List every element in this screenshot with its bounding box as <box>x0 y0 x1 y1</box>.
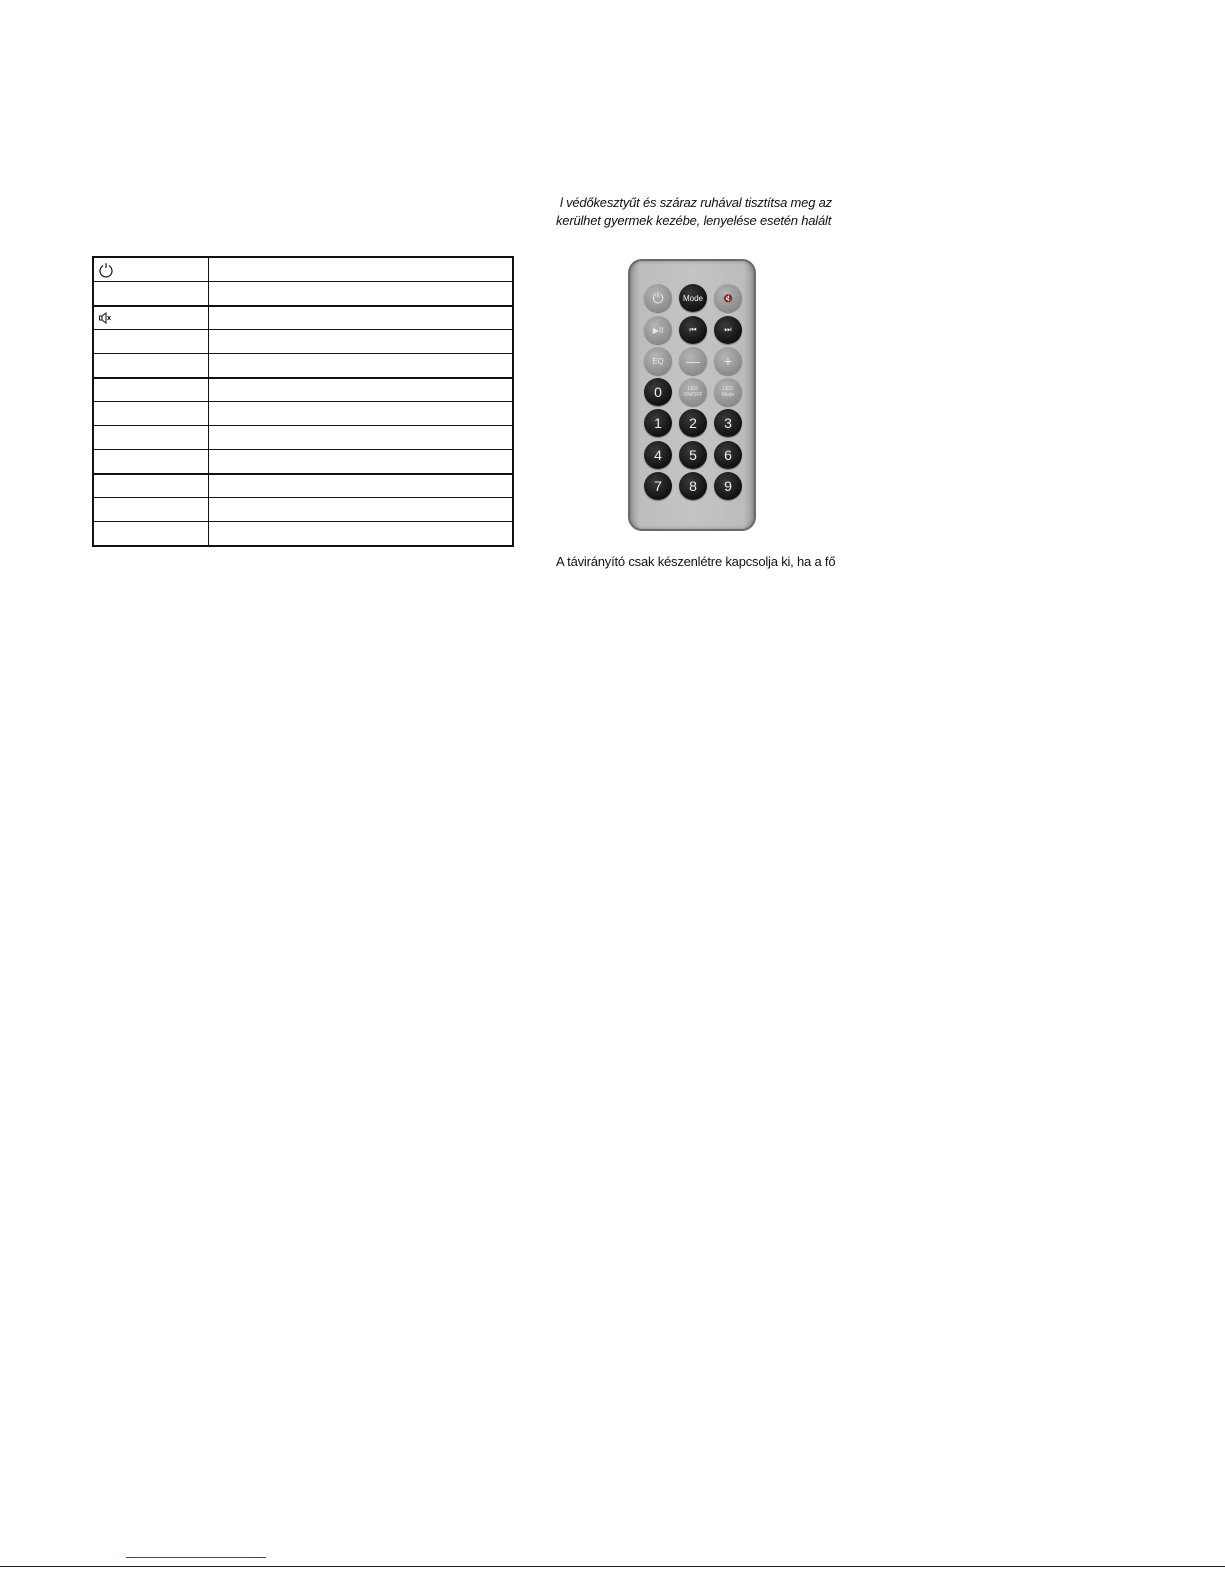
remote-mode-button: Mode <box>679 284 707 312</box>
remote-plus-button: + <box>714 347 742 375</box>
remote-led-onoff-button <box>679 378 707 406</box>
remote-eight-button: 8 <box>679 472 707 500</box>
remote-four-button: 4 <box>644 441 672 469</box>
table-cell-value <box>209 330 512 353</box>
table-cell-key <box>94 330 209 353</box>
table-cell-value <box>209 450 512 473</box>
mute-icon <box>98 311 112 325</box>
led-mode-top-label: LED <box>723 386 733 392</box>
remote-five-button: 5 <box>679 441 707 469</box>
table-cell-value <box>209 282 512 305</box>
remote-led-mode-button <box>714 378 742 406</box>
table-cell-value <box>209 402 512 425</box>
remote-eq-button: EQ <box>644 347 672 375</box>
remote-nine-button: 9 <box>714 472 742 500</box>
table-row <box>94 353 512 377</box>
remote-control-image <box>628 259 756 531</box>
remote-prev-button: ⏮ <box>679 316 707 344</box>
table-cell-key <box>94 450 209 473</box>
table-cell-key <box>94 522 209 545</box>
table-row <box>94 425 512 449</box>
table-cell-value <box>209 258 512 281</box>
table-cell-key <box>94 258 209 281</box>
table-cell-key <box>94 475 209 497</box>
table-row <box>94 497 512 521</box>
remote-seven-button: 7 <box>644 472 672 500</box>
table-cell-key <box>94 282 209 305</box>
footer-divider <box>0 1566 1225 1567</box>
remote-next-button: ⏭ <box>714 316 742 344</box>
table-row <box>94 473 512 497</box>
power-icon <box>98 262 114 278</box>
remote-caption: A távirányító csak készenlétre kapcsolja ki, ha a fő <box>556 554 836 569</box>
table-row <box>94 449 512 473</box>
table-cell-value <box>209 426 512 449</box>
table-row <box>94 258 512 281</box>
table-cell-value <box>209 307 512 329</box>
warning-text-line-1: l védőkesztyűt és száraz ruhával tisztítsa meg az <box>560 195 832 210</box>
led-mode-bottom-label: Mode <box>721 392 735 398</box>
remote-two-button: 2 <box>679 409 707 437</box>
table-cell-key <box>94 307 209 329</box>
function-table <box>92 256 514 547</box>
table-row <box>94 329 512 353</box>
remote-power-button: ⏻ <box>644 284 672 312</box>
footer-link-underline[interactable] <box>126 1557 266 1558</box>
table-cell-key <box>94 426 209 449</box>
table-cell-value <box>209 475 512 497</box>
remote-zero-button: 0 <box>644 378 672 406</box>
remote-minus-button: — <box>679 347 707 375</box>
table-cell-key <box>94 402 209 425</box>
remote-three-button: 3 <box>714 409 742 437</box>
remote-play-pause-button: ▶II <box>644 316 672 344</box>
warning-text-line-2: kerülhet gyermek kezébe, lenyelése esetén halált <box>556 213 832 228</box>
table-cell-value <box>209 354 512 377</box>
table-row <box>94 281 512 305</box>
table-cell-value <box>209 522 512 545</box>
remote-six-button: 6 <box>714 441 742 469</box>
table-cell-key <box>94 498 209 521</box>
table-row <box>94 305 512 329</box>
led-onoff-top-label: LED <box>688 386 698 392</box>
remote-one-button: 1 <box>644 409 672 437</box>
table-row <box>94 377 512 401</box>
led-onoff-bottom-label: ON/OFF <box>683 392 703 398</box>
table-row <box>94 401 512 425</box>
table-cell-key <box>94 354 209 377</box>
table-cell-value <box>209 379 512 401</box>
table-cell-key <box>94 379 209 401</box>
remote-mute-button: 🔇 <box>714 284 742 312</box>
table-row <box>94 521 512 545</box>
table-cell-value <box>209 498 512 521</box>
